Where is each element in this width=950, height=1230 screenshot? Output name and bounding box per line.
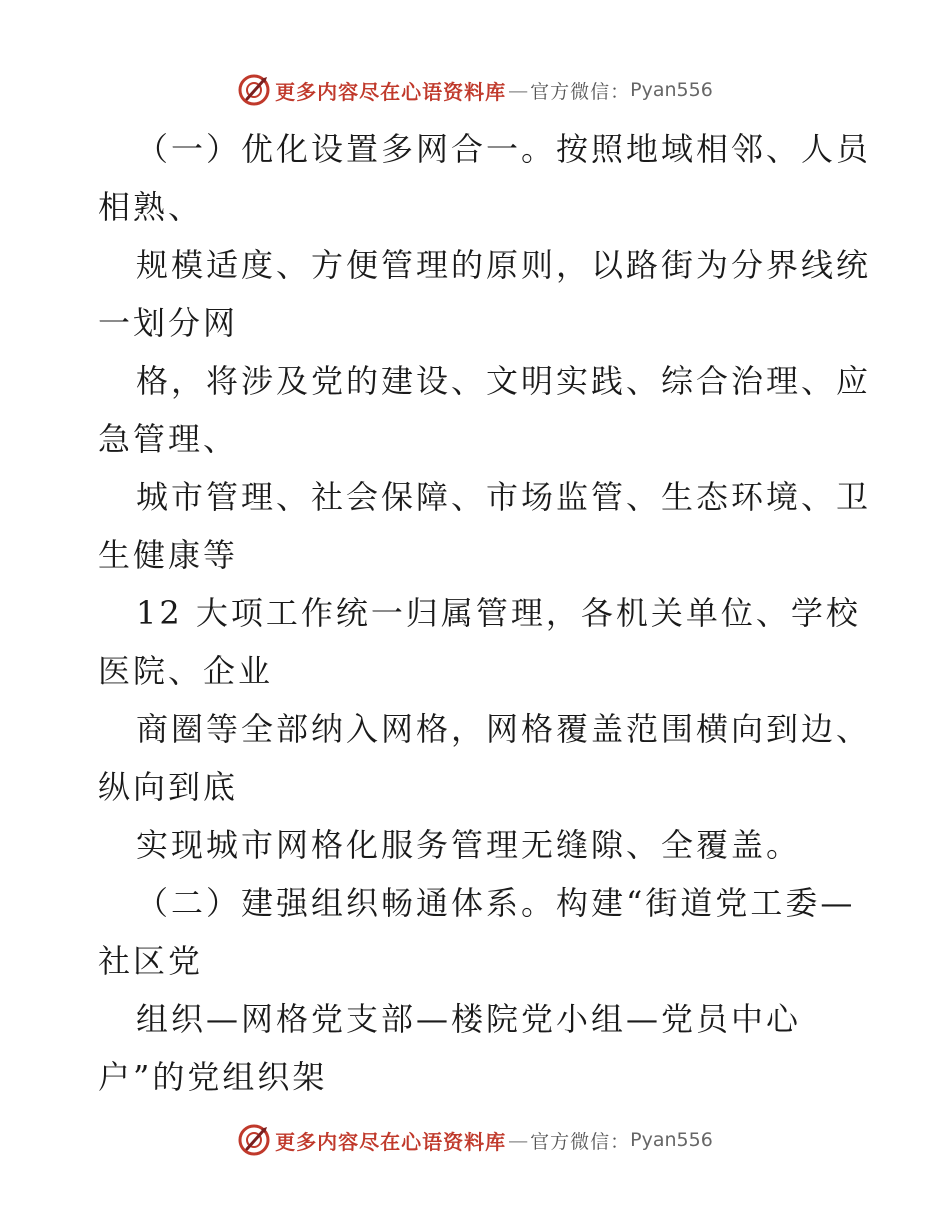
text-line: 商圈等全部纳入网格，网格覆盖范围横向到边、: [136, 710, 872, 748]
watermark-official: 官方微信：: [530, 80, 631, 103]
text-line: 户”的党组织架: [98, 1058, 328, 1096]
watermark-text: 更多内容尽在心语资料库: [275, 1129, 507, 1154]
watermark-id: Pyan556: [630, 1129, 713, 1151]
text-line: 一划分网: [98, 304, 239, 342]
text-line: 城市管理、社会保障、市场监管、生态环境、卫: [136, 478, 872, 516]
text-line: 组织—网格党支部—楼院党小组—党员中心: [136, 1000, 802, 1038]
watermark-logo-icon: [237, 73, 271, 107]
watermark-id: Pyan556: [630, 79, 713, 101]
text-line: 相熟、: [98, 188, 204, 226]
watermark-official: 官方微信：: [530, 1130, 631, 1153]
text-line: 生健康等: [98, 536, 239, 574]
watermark-dash: —: [508, 1128, 529, 1152]
text-line: 实现城市网格化服务管理无缝隙、全覆盖。: [136, 826, 802, 864]
text-line: （一）优化设置多网合一。按照地域相邻、人员: [136, 130, 872, 168]
text-line: （二）建强组织畅通体系。构建“街道党工委—: [136, 884, 856, 922]
watermark-dash: —: [508, 78, 529, 102]
text-line: 格，将涉及党的建设、文明实践、综合治理、应: [136, 362, 872, 400]
text-line: 急管理、: [98, 420, 239, 458]
document-body: [98, 120, 872, 1106]
header-watermark: [0, 70, 950, 110]
text-line: 纵向到底: [98, 768, 239, 806]
watermark-text: 更多内容尽在心语资料库: [275, 79, 507, 104]
text-line: 医院、企业: [98, 652, 274, 690]
text-line: 12 大项工作统一归属管理，各机关单位、学校: [136, 594, 861, 632]
watermark-logo-icon: [237, 1123, 271, 1157]
footer-watermark: [0, 1120, 950, 1160]
text-line: 社区党: [98, 942, 204, 980]
text-line: 规模适度、方便管理的原则，以路街为分界线统: [136, 246, 872, 284]
